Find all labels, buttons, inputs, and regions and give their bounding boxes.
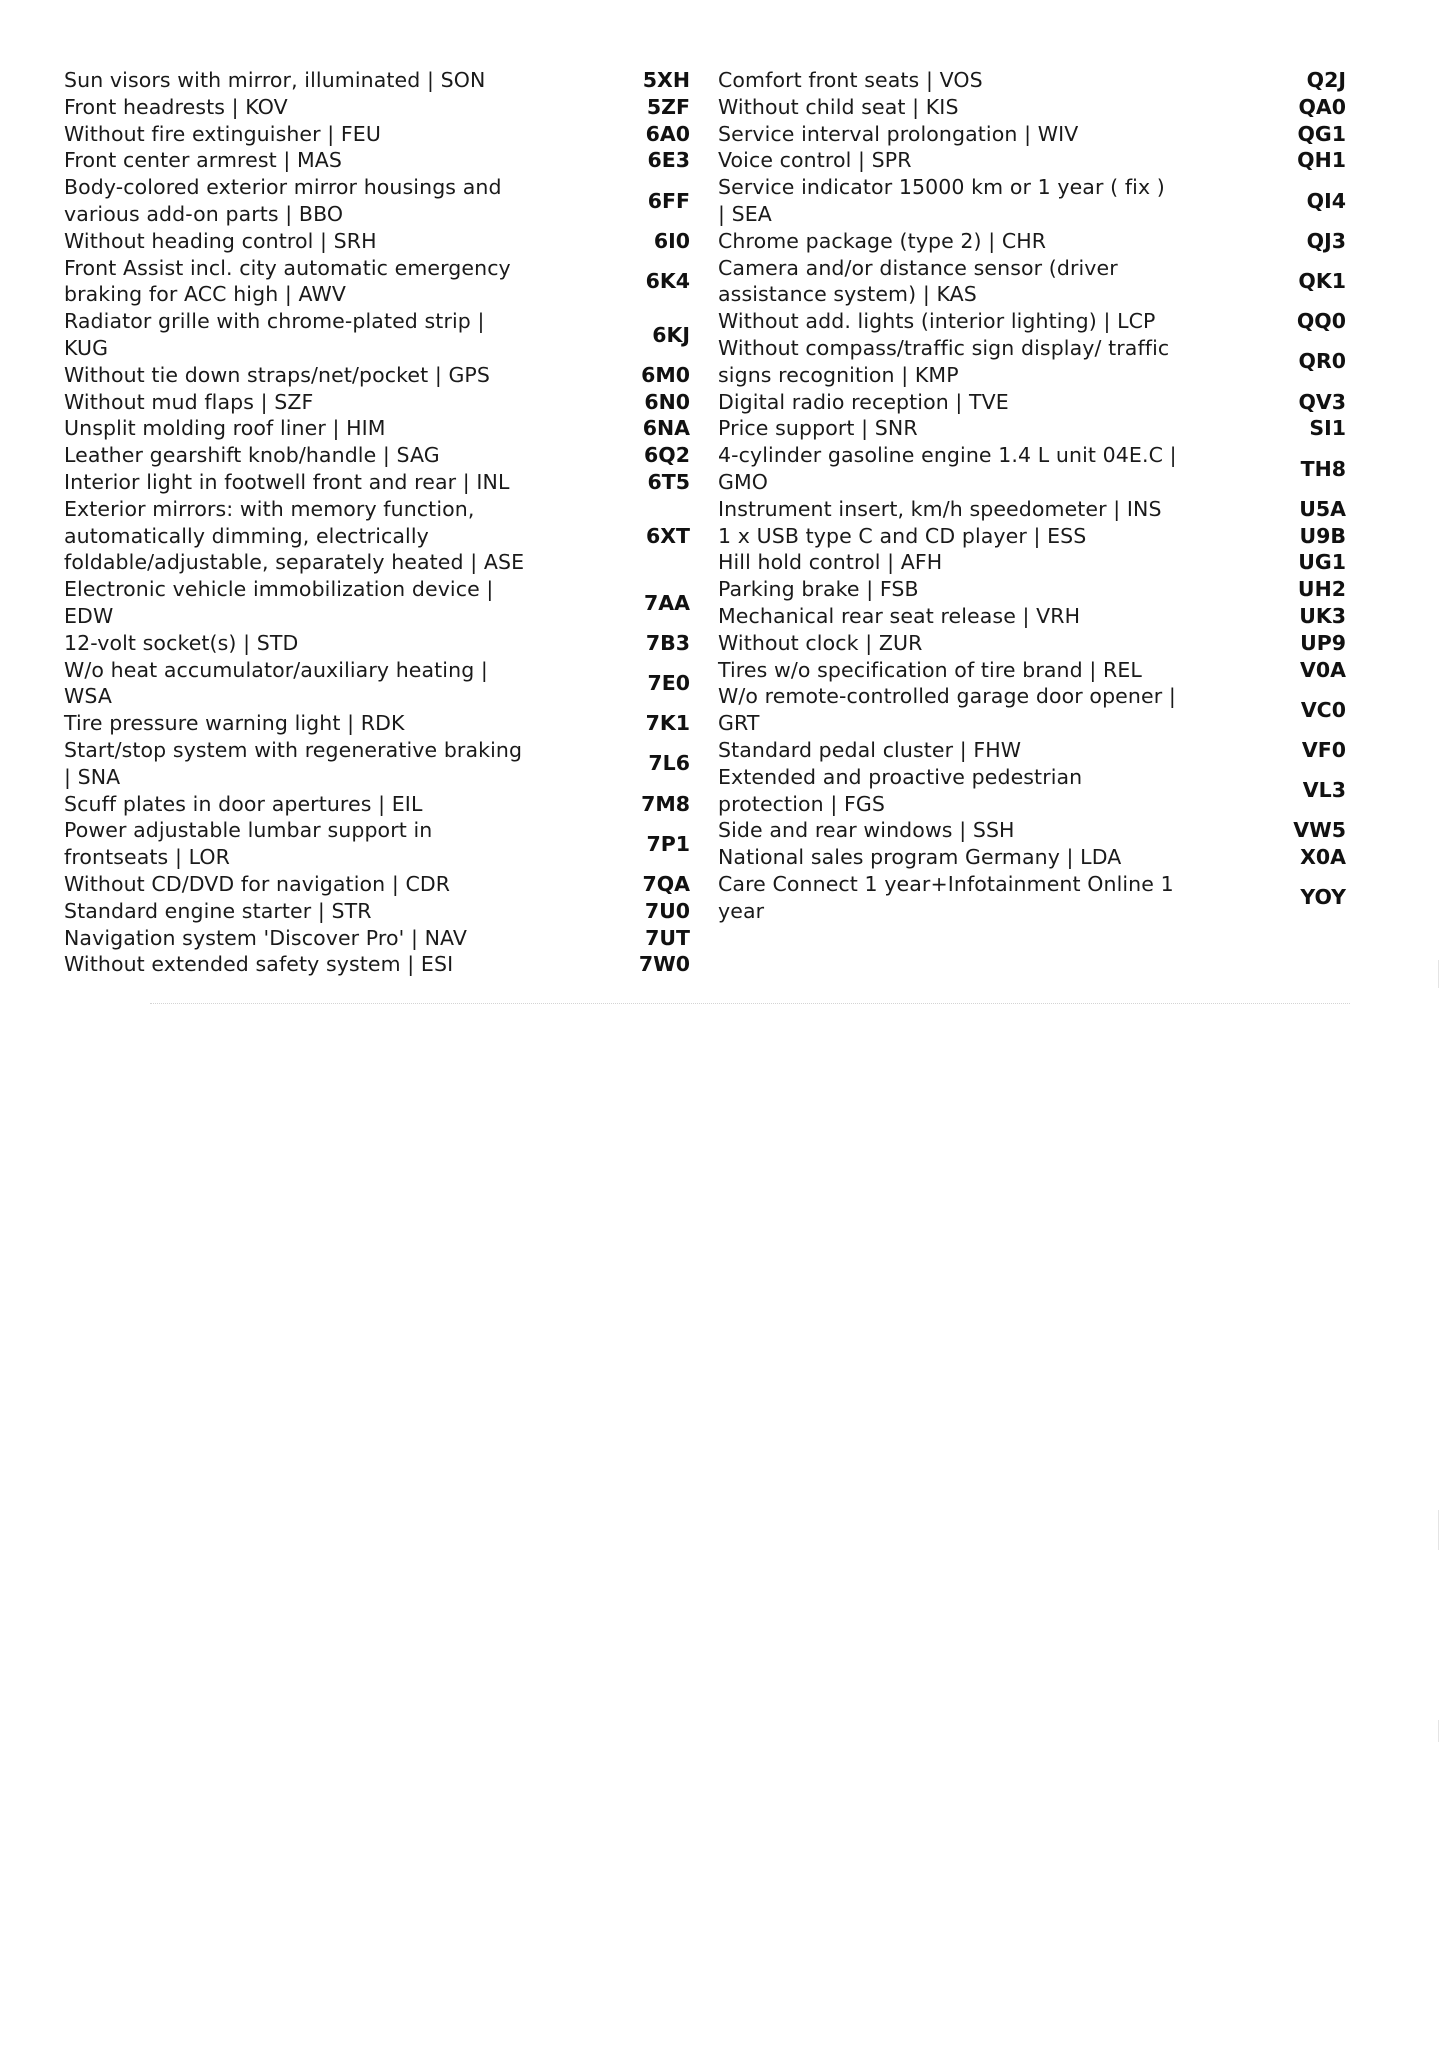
equipment-description: Radiator grille with chrome-plated strip | KUG (64, 309, 485, 360)
equipment-row (718, 67, 1346, 94)
equipment-description: Without mud flaps | SZF (64, 389, 314, 414)
equipment-code: X0A (1300, 845, 1346, 870)
equipment-description: Camera and/or distance sensor (driver assistance system) | KAS (718, 255, 1118, 307)
equipment-code: QI4 (1306, 188, 1346, 213)
equipment-row (64, 898, 690, 925)
equipment-row (64, 228, 690, 255)
equipment-code: UG1 (1298, 550, 1346, 575)
equipment-row (718, 415, 1346, 442)
equipment-description: Start/stop system with regenerative braking | SNA (64, 737, 523, 789)
equipment-code: V0A (1300, 657, 1346, 682)
equipment-description: Electronic vehicle immobilization device | EDW (64, 577, 494, 628)
equipment-row (64, 871, 690, 898)
equipment-row (718, 817, 1346, 844)
equipment-code: VW5 (1293, 818, 1346, 843)
equipment-description: Care Connect 1 year+Infotainment Online 1 year (718, 871, 1174, 923)
equipment-row (718, 147, 1346, 174)
equipment-code: 6XT (645, 523, 690, 548)
equipment-row (64, 67, 690, 94)
equipment-description: Without compass/traffic sign display/ traffic signs recognition | KMP (718, 335, 1170, 387)
equipment-description: Service interval prolongation | WIV (718, 121, 1079, 146)
equipment-description: Front headrests | KOV (64, 94, 288, 119)
equipment-row (718, 228, 1346, 255)
equipment-row (64, 255, 690, 309)
equipment-description: Without clock | ZUR (718, 630, 923, 655)
equipment-description: Front center armrest | MAS (64, 148, 343, 173)
equipment-row (718, 442, 1346, 496)
scan-edge-mark (1438, 960, 1439, 988)
equipment-row (718, 657, 1346, 684)
equipment-description: Side and rear windows | SSH (718, 818, 1015, 843)
equipment-row (718, 576, 1346, 603)
equipment-description: Tires w/o specification of tire brand | REL (718, 657, 1142, 682)
equipment-code: 7M8 (641, 791, 690, 816)
equipment-description: Without add. lights (interior lighting) | LCP (718, 309, 1156, 334)
equipment-row (64, 147, 690, 174)
equipment-row (718, 496, 1346, 523)
equipment-code: 7QA (642, 871, 690, 896)
equipment-row (64, 389, 690, 416)
equipment-row (718, 844, 1346, 871)
equipment-description: Parking brake | FSB (718, 577, 919, 602)
equipment-description: Tire pressure warning light | RDK (64, 711, 405, 736)
equipment-code: QA0 (1298, 94, 1346, 119)
scan-divider (150, 1003, 1350, 1004)
equipment-row (64, 362, 690, 389)
equipment-code: 7B3 (645, 630, 690, 655)
equipment-code: VC0 (1300, 697, 1346, 722)
equipment-row (718, 389, 1346, 416)
equipment-code: 6FF (647, 188, 690, 213)
equipment-row (64, 925, 690, 952)
equipment-code: VF0 (1301, 737, 1346, 762)
equipment-code: UP9 (1300, 630, 1346, 655)
equipment-description: Chrome package (type 2) | CHR (718, 228, 1047, 253)
equipment-description: Without fire extinguisher | FEU (64, 121, 381, 146)
equipment-description: Front Assist incl. city automatic emergency braking for ACC high | AWV (64, 255, 511, 307)
equipment-code: 5ZF (646, 94, 690, 119)
equipment-description: Without CD/DVD for navigation | CDR (64, 871, 451, 896)
equipment-description: Unsplit molding roof liner | HIM (64, 416, 386, 441)
equipment-row (64, 791, 690, 818)
equipment-code: Q2J (1306, 68, 1346, 92)
equipment-code: QV3 (1298, 389, 1346, 414)
equipment-code: 5XH (642, 68, 690, 92)
equipment-code: 7E0 (647, 670, 690, 695)
equipment-code: 7W0 (638, 952, 690, 977)
equipment-code: 7L6 (648, 751, 690, 776)
equipment-row (718, 764, 1346, 818)
equipment-description: Instrument insert, km/h speedometer | INS (718, 496, 1162, 521)
equipment-row (64, 442, 690, 469)
equipment-code: TH8 (1300, 456, 1346, 481)
equipment-description: 4-cylinder gasoline engine 1.4 L unit 04E.C | GMO (718, 443, 1177, 494)
equipment-description: Price support | SNR (718, 416, 918, 441)
equipment-code: UH2 (1297, 577, 1346, 602)
equipment-code: U9B (1299, 523, 1346, 548)
equipment-code: SI1 (1309, 416, 1346, 441)
equipment-code: 6NA (642, 416, 690, 441)
equipment-description: Scuff plates in door apertures | EIL (64, 791, 423, 816)
equipment-row (64, 496, 690, 576)
equipment-description: Extended and proactive pedestrian protection | FGS (718, 764, 1083, 816)
equipment-code: 6N0 (644, 389, 690, 414)
equipment-description: Interior light in footwell front and rear | INL (64, 469, 510, 494)
equipment-row (64, 308, 690, 362)
equipment-description: Exterior mirrors: with memory function, automatically dimming, electrically foldable/adjustable, separately heated | ASE (64, 496, 525, 575)
equipment-row (718, 630, 1346, 657)
equipment-code: 6Q2 (644, 443, 690, 468)
equipment-row (718, 335, 1346, 389)
equipment-row (64, 415, 690, 442)
equipment-row (718, 549, 1346, 576)
equipment-row (718, 121, 1346, 148)
equipment-description: Mechanical rear seat release | VRH (718, 603, 1081, 628)
equipment-description: National sales program Germany | LDA (718, 845, 1122, 870)
equipment-row (64, 630, 690, 657)
equipment-row (718, 523, 1346, 550)
scan-edge-mark (1438, 1720, 1439, 1742)
equipment-code: 6I0 (653, 228, 690, 253)
equipment-code: QH1 (1297, 148, 1346, 173)
equipment-row (64, 817, 690, 871)
equipment-row (718, 737, 1346, 764)
equipment-code: U5A (1299, 496, 1346, 521)
equipment-code: 6A0 (645, 121, 690, 146)
equipment-description: Leather gearshift knob/handle | SAG (64, 443, 440, 468)
equipment-code: 7UT (645, 925, 690, 950)
equipment-code: 6K4 (645, 268, 690, 293)
equipment-description: Without tie down straps/net/pocket | GPS (64, 362, 491, 387)
equipment-description: Comfort front seats | VOS (718, 68, 983, 92)
equipment-description: Without child seat | KIS (718, 94, 959, 119)
equipment-description: W/o heat accumulator/auxiliary heating | WSA (64, 657, 488, 709)
equipment-description: Without heading control | SRH (64, 228, 377, 253)
equipment-code: QG1 (1297, 121, 1346, 146)
equipment-description: Digital radio reception | TVE (718, 389, 1009, 414)
equipment-description: Service indicator 15000 km or 1 year ( fix ) | SEA (718, 175, 1165, 226)
equipment-description: Navigation system 'Discover Pro' | NAV (64, 925, 467, 950)
equipment-code: 6E3 (647, 148, 690, 173)
equipment-row (64, 951, 690, 978)
equipment-code: 7U0 (644, 898, 690, 923)
equipment-row (64, 576, 690, 630)
equipment-list-right (718, 67, 1346, 925)
equipment-description: Body-colored exterior mirror housings and various add-on parts | BBO (64, 175, 502, 226)
equipment-row (718, 308, 1346, 335)
equipment-description: Standard engine starter | STR (64, 898, 372, 923)
equipment-description: W/o remote-controlled garage door opener | GRT (718, 684, 1176, 736)
equipment-row (718, 871, 1346, 925)
equipment-row (64, 94, 690, 121)
equipment-description: Sun visors with mirror, illuminated | SON (64, 68, 486, 92)
equipment-list-left (64, 67, 690, 978)
equipment-row (64, 121, 690, 148)
equipment-row (64, 737, 690, 791)
equipment-code: YOY (1300, 885, 1346, 910)
equipment-code: VL3 (1302, 778, 1346, 803)
equipment-row (718, 603, 1346, 630)
equipment-row (64, 469, 690, 496)
equipment-description: Standard pedal cluster | FHW (718, 737, 1022, 762)
equipment-row (718, 255, 1346, 309)
equipment-code: QJ3 (1306, 228, 1346, 253)
equipment-code: 7AA (644, 590, 690, 615)
equipment-description: Power adjustable lumbar support in frontseats | LOR (64, 818, 433, 870)
equipment-description: Voice control | SPR (718, 148, 912, 173)
equipment-row (718, 94, 1346, 121)
equipment-description: 12-volt socket(s) | STD (64, 630, 299, 655)
equipment-code: 7K1 (645, 711, 690, 736)
equipment-code: UK3 (1299, 603, 1346, 628)
equipment-row (64, 174, 690, 228)
equipment-code: QK1 (1298, 268, 1346, 293)
equipment-row (64, 657, 690, 711)
equipment-code: 7P1 (646, 831, 690, 856)
equipment-code: QQ0 (1296, 309, 1346, 334)
equipment-description: Hill hold control | AFH (718, 550, 943, 575)
scan-edge-mark (1438, 1510, 1439, 1550)
equipment-row (718, 683, 1346, 737)
equipment-row (718, 174, 1346, 228)
equipment-code: 6M0 (641, 362, 690, 387)
equipment-code: 6T5 (647, 469, 690, 494)
equipment-code: QR0 (1298, 349, 1346, 374)
equipment-description: 1 x USB type C and CD player | ESS (718, 523, 1087, 548)
equipment-code: 6KJ (652, 322, 690, 347)
equipment-row (64, 710, 690, 737)
equipment-description: Without extended safety system | ESI (64, 952, 454, 977)
